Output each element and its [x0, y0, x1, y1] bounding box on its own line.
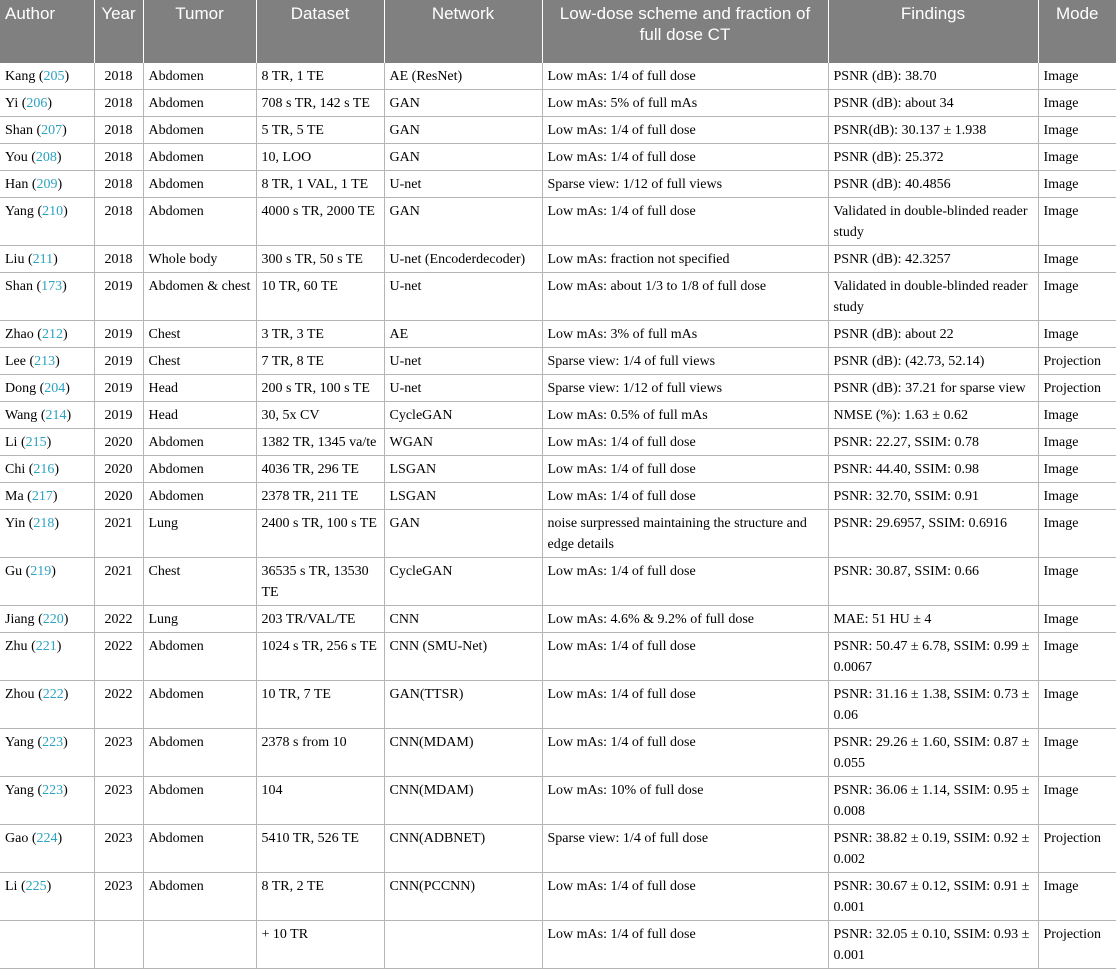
cell-tumor: Abdomen	[143, 171, 256, 198]
cell-author: Zhu (221)	[0, 633, 94, 681]
reference-link[interactable]: 220	[42, 612, 64, 627]
cell-year: 2019	[94, 321, 143, 348]
author-name: Gao	[5, 831, 29, 846]
author-name: Wang	[5, 408, 38, 423]
cell-network: LSGAN	[384, 483, 542, 510]
cell-mode: Image	[1038, 510, 1116, 558]
cell-dataset: 30, 5x CV	[256, 402, 384, 429]
table-row	[0, 321, 1116, 348]
cell-findings: PSNR: 36.06 ± 1.14, SSIM: 0.95 ± 0.008	[828, 777, 1038, 825]
cell-tumor: Chest	[143, 348, 256, 375]
cell-network: CNN(ADBNET)	[384, 825, 542, 873]
author-name: Gu	[5, 564, 23, 579]
table-row	[0, 348, 1116, 375]
cell-tumor: Abdomen	[143, 729, 256, 777]
cell-network: GAN	[384, 510, 542, 558]
cell-network: AE (ResNet)	[384, 63, 542, 90]
cell-scheme: Low mAs: 0.5% of full mAs	[542, 402, 828, 429]
cell-mode: Image	[1038, 273, 1116, 321]
author-name: Shan	[5, 279, 33, 294]
cell-tumor: Abdomen	[143, 873, 256, 921]
author-name: Lee	[5, 354, 26, 369]
cell-year: 2019	[94, 348, 143, 375]
cell-network	[384, 921, 542, 969]
header-findings: Findings	[828, 0, 1038, 63]
cell-year: 2022	[94, 606, 143, 633]
cell-mode: Projection	[1038, 921, 1116, 969]
cell-scheme: Low mAs: 1/4 of full dose	[542, 558, 828, 606]
reference-link[interactable]: 210	[42, 204, 64, 219]
cell-findings: PSNR: 32.05 ± 0.10, SSIM: 0.93 ± 0.001	[828, 921, 1038, 969]
cell-tumor: Abdomen	[143, 90, 256, 117]
reference-link[interactable]: 222	[42, 687, 64, 702]
cell-mode: Image	[1038, 729, 1116, 777]
header-tumor: Tumor	[143, 0, 256, 63]
reference-link[interactable]: 225	[25, 879, 47, 894]
cell-author: Dong (204)	[0, 375, 94, 402]
cell-findings: PSNR (dB): 37.21 for sparse view	[828, 375, 1038, 402]
cell-network: GAN	[384, 117, 542, 144]
cell-author: Wang (214)	[0, 402, 94, 429]
cell-tumor: Head	[143, 402, 256, 429]
cell-network: GAN	[384, 144, 542, 171]
cell-dataset: 4000 s TR, 2000 TE	[256, 198, 384, 246]
cell-year: 2020	[94, 429, 143, 456]
cell-year: 2023	[94, 873, 143, 921]
cell-findings: Validated in double-blinded reader study	[828, 273, 1038, 321]
table-row	[0, 375, 1116, 402]
cell-network: CNN(PCCNN)	[384, 873, 542, 921]
cell-network: LSGAN	[384, 456, 542, 483]
table-row	[0, 456, 1116, 483]
author-name: Chi	[5, 462, 26, 477]
cell-mode: Projection	[1038, 348, 1116, 375]
cell-author: Jiang (220)	[0, 606, 94, 633]
cell-author: Shan (173)	[0, 273, 94, 321]
cell-year: 2019	[94, 402, 143, 429]
cell-year: 2022	[94, 633, 143, 681]
cell-tumor: Abdomen	[143, 633, 256, 681]
cell-year: 2018	[94, 246, 143, 273]
cell-dataset: + 10 TR	[256, 921, 384, 969]
cell-mode: Projection	[1038, 375, 1116, 402]
author-name: Li	[5, 435, 18, 450]
cell-author: Yin (218)	[0, 510, 94, 558]
table-row	[0, 429, 1116, 456]
reference-link[interactable]: 206	[26, 96, 48, 111]
table-row	[0, 873, 1116, 921]
table-row	[0, 558, 1116, 606]
cell-dataset: 4036 TR, 296 TE	[256, 456, 384, 483]
cell-dataset: 8 TR, 1 TE	[256, 63, 384, 90]
cell-dataset: 10 TR, 7 TE	[256, 681, 384, 729]
cell-dataset: 300 s TR, 50 s TE	[256, 246, 384, 273]
cell-year: 2018	[94, 144, 143, 171]
cell-network: U-net (Encoderdecoder)	[384, 246, 542, 273]
table-row	[0, 402, 1116, 429]
cell-year: 2020	[94, 456, 143, 483]
author-name: You	[5, 150, 28, 165]
cell-scheme: Sparse view: 1/12 of full views	[542, 375, 828, 402]
cell-mode: Image	[1038, 63, 1116, 90]
cell-year: 2023	[94, 777, 143, 825]
reference-link[interactable]: 218	[33, 516, 55, 531]
table-row	[0, 273, 1116, 321]
cell-findings: PSNR (dB): about 34	[828, 90, 1038, 117]
cell-year: 2022	[94, 681, 143, 729]
table-row	[0, 510, 1116, 558]
cell-network: CycleGAN	[384, 402, 542, 429]
cell-dataset: 7 TR, 8 TE	[256, 348, 384, 375]
cell-scheme: Low mAs: 1/4 of full dose	[542, 456, 828, 483]
cell-mode: Image	[1038, 606, 1116, 633]
table-row	[0, 606, 1116, 633]
cell-year: 2018	[94, 90, 143, 117]
cell-author: Shan (207)	[0, 117, 94, 144]
reference-link[interactable]: 205	[43, 69, 65, 84]
table-row	[0, 63, 1116, 90]
cell-mode: Image	[1038, 198, 1116, 246]
cell-scheme: Low mAs: 1/4 of full dose	[542, 429, 828, 456]
author-name: Zhao	[5, 327, 34, 342]
author-name: Yang	[5, 783, 34, 798]
cell-tumor: Abdomen	[143, 198, 256, 246]
reference-link[interactable]: 207	[41, 123, 63, 138]
cell-year	[94, 921, 143, 969]
author-name: Yi	[5, 96, 19, 111]
cell-tumor: Head	[143, 375, 256, 402]
cell-findings: PSNR (dB): 42.3257	[828, 246, 1038, 273]
author-name: Yang	[5, 204, 34, 219]
cell-dataset: 10, LOO	[256, 144, 384, 171]
reference-link[interactable]: 217	[31, 489, 53, 504]
cell-scheme: Sparse view: 1/4 of full dose	[542, 825, 828, 873]
cell-mode: Image	[1038, 90, 1116, 117]
table-row	[0, 921, 1116, 969]
cell-findings: PSNR (dB): 25.372	[828, 144, 1038, 171]
cell-network: U-net	[384, 273, 542, 321]
author-name: Liu	[5, 252, 25, 267]
table-header	[0, 0, 1116, 63]
header-author: Author	[0, 0, 94, 63]
cell-author: Gao (224)	[0, 825, 94, 873]
reference-link[interactable]: 212	[41, 327, 63, 342]
cell-network: CNN	[384, 606, 542, 633]
reference-link[interactable]: 213	[34, 354, 56, 369]
cell-mode: Image	[1038, 144, 1116, 171]
cell-mode: Image	[1038, 777, 1116, 825]
cell-network: CNN(MDAM)	[384, 729, 542, 777]
author-name: Jiang	[5, 612, 35, 627]
cell-year: 2018	[94, 171, 143, 198]
reference-link[interactable]: 215	[25, 435, 47, 450]
cell-dataset: 708 s TR, 142 s TE	[256, 90, 384, 117]
header-dataset: Dataset	[256, 0, 384, 63]
header-mode: Mode	[1038, 0, 1116, 63]
cell-mode: Image	[1038, 456, 1116, 483]
cell-tumor: Abdomen	[143, 777, 256, 825]
cell-findings: PSNR (dB): (42.73, 52.14)	[828, 348, 1038, 375]
reference-link[interactable]: 221	[35, 639, 57, 654]
cell-findings: PSNR (dB): about 22	[828, 321, 1038, 348]
cell-findings: Validated in double-blinded reader study	[828, 198, 1038, 246]
cell-dataset: 104	[256, 777, 384, 825]
author-name: Yang	[5, 735, 34, 750]
cell-findings: PSNR: 30.87, SSIM: 0.66	[828, 558, 1038, 606]
cell-findings: PSNR: 30.67 ± 0.12, SSIM: 0.91 ± 0.001	[828, 873, 1038, 921]
cell-dataset: 2378 s from 10	[256, 729, 384, 777]
cell-dataset: 200 s TR, 100 s TE	[256, 375, 384, 402]
cell-year: 2019	[94, 273, 143, 321]
cell-findings: PSNR: 32.70, SSIM: 0.91	[828, 483, 1038, 510]
cell-scheme: Low mAs: about 1/3 to 1/8 of full dose	[542, 273, 828, 321]
header-year: Year	[94, 0, 143, 63]
cell-tumor: Abdomen	[143, 681, 256, 729]
cell-tumor: Lung	[143, 510, 256, 558]
header-scheme: Low-dose scheme and fraction of full dose CT	[542, 0, 828, 63]
cell-dataset: 1382 TR, 1345 va/te	[256, 429, 384, 456]
cell-tumor: Chest	[143, 321, 256, 348]
cell-author: Yang (223)	[0, 777, 94, 825]
cell-year: 2018	[94, 198, 143, 246]
author-name: Ma	[5, 489, 24, 504]
cell-year: 2020	[94, 483, 143, 510]
cell-dataset: 1024 s TR, 256 s TE	[256, 633, 384, 681]
table-row	[0, 681, 1116, 729]
reference-link[interactable]: 211	[32, 252, 54, 267]
cell-tumor: Abdomen	[143, 456, 256, 483]
author-name: Kang	[5, 69, 36, 84]
cell-author: Han (209)	[0, 171, 94, 198]
cell-scheme: Low mAs: 1/4 of full dose	[542, 921, 828, 969]
cell-mode: Projection	[1038, 825, 1116, 873]
cell-tumor: Abdomen	[143, 144, 256, 171]
cell-mode: Image	[1038, 681, 1116, 729]
cell-scheme: Low mAs: 1/4 of full dose	[542, 117, 828, 144]
reference-link[interactable]: 173	[41, 279, 63, 294]
cell-tumor	[143, 921, 256, 969]
author-name: Shan	[5, 123, 33, 138]
cell-author: Liu (211)	[0, 246, 94, 273]
cell-dataset: 5410 TR, 526 TE	[256, 825, 384, 873]
cell-year: 2018	[94, 117, 143, 144]
cell-author: Lee (213)	[0, 348, 94, 375]
cell-mode: Image	[1038, 117, 1116, 144]
cell-scheme: Sparse view: 1/4 of full views	[542, 348, 828, 375]
table-body	[0, 63, 1116, 969]
cell-scheme: Low mAs: 5% of full mAs	[542, 90, 828, 117]
cell-author: Zhao (212)	[0, 321, 94, 348]
cell-year: 2021	[94, 558, 143, 606]
cell-dataset: 5 TR, 5 TE	[256, 117, 384, 144]
author-name: Li	[5, 879, 18, 894]
cell-year: 2023	[94, 729, 143, 777]
cell-findings: PSNR: 38.82 ± 0.19, SSIM: 0.92 ± 0.002	[828, 825, 1038, 873]
cell-findings: PSNR: 29.26 ± 1.60, SSIM: 0.87 ± 0.055	[828, 729, 1038, 777]
cell-findings: PSNR (dB): 38.70	[828, 63, 1038, 90]
cell-author: Yang (210)	[0, 198, 94, 246]
cell-author: Gu (219)	[0, 558, 94, 606]
cell-mode: Image	[1038, 321, 1116, 348]
cell-author: Ma (217)	[0, 483, 94, 510]
cell-scheme: Low mAs: 1/4 of full dose	[542, 63, 828, 90]
cell-author: Kang (205)	[0, 63, 94, 90]
cell-dataset: 2400 s TR, 100 s TE	[256, 510, 384, 558]
reference-link[interactable]: 219	[30, 564, 52, 579]
cell-network: CycleGAN	[384, 558, 542, 606]
cell-tumor: Abdomen	[143, 117, 256, 144]
cell-mode: Image	[1038, 402, 1116, 429]
cell-mode: Image	[1038, 246, 1116, 273]
table-row	[0, 117, 1116, 144]
cell-findings: PSNR(dB): 30.137 ± 1.938	[828, 117, 1038, 144]
reference-link[interactable]: 224	[36, 831, 58, 846]
cell-scheme: Low mAs: 4.6% & 9.2% of full dose	[542, 606, 828, 633]
header-network: Network	[384, 0, 542, 63]
cell-scheme: Low mAs: fraction not specified	[542, 246, 828, 273]
cell-findings: PSNR: 50.47 ± 6.78, SSIM: 0.99 ± 0.0067	[828, 633, 1038, 681]
cell-network: AE	[384, 321, 542, 348]
cell-tumor: Abdomen	[143, 825, 256, 873]
table-row	[0, 777, 1116, 825]
cell-dataset: 2378 TR, 211 TE	[256, 483, 384, 510]
cell-findings: PSNR: 44.40, SSIM: 0.98	[828, 456, 1038, 483]
cell-dataset: 203 TR/VAL/TE	[256, 606, 384, 633]
reference-link[interactable]: 223	[42, 783, 64, 798]
cell-scheme: Low mAs: 1/4 of full dose	[542, 483, 828, 510]
cell-scheme: Low mAs: 1/4 of full dose	[542, 144, 828, 171]
table-row	[0, 90, 1116, 117]
table-row	[0, 633, 1116, 681]
table-row	[0, 483, 1116, 510]
cell-author: Li (215)	[0, 429, 94, 456]
cell-author: Yang (223)	[0, 729, 94, 777]
table-row	[0, 825, 1116, 873]
cell-dataset: 3 TR, 3 TE	[256, 321, 384, 348]
cell-tumor: Abdomen	[143, 63, 256, 90]
cell-tumor: Abdomen & chest	[143, 273, 256, 321]
cell-findings: NMSE (%): 1.63 ± 0.62	[828, 402, 1038, 429]
cell-scheme: Low mAs: 10% of full dose	[542, 777, 828, 825]
author-name: Han	[5, 177, 29, 192]
cell-mode: Image	[1038, 483, 1116, 510]
cell-mode: Image	[1038, 429, 1116, 456]
cell-network: CNN (SMU-Net)	[384, 633, 542, 681]
cell-scheme: Low mAs: 1/4 of full dose	[542, 729, 828, 777]
cell-author: Li (225)	[0, 873, 94, 921]
reference-link[interactable]: 209	[36, 177, 58, 192]
reference-link[interactable]: 223	[42, 735, 64, 750]
cell-dataset: 36535 s TR, 13530 TE	[256, 558, 384, 606]
cell-scheme: Low mAs: 1/4 of full dose	[542, 681, 828, 729]
cell-findings: PSNR: 31.16 ± 1.38, SSIM: 0.73 ± 0.06	[828, 681, 1038, 729]
cell-scheme: Low mAs: 1/4 of full dose	[542, 873, 828, 921]
cell-author: Zhou (222)	[0, 681, 94, 729]
cell-scheme: Sparse view: 1/12 of full views	[542, 171, 828, 198]
table-row	[0, 729, 1116, 777]
cell-findings: PSNR: 22.27, SSIM: 0.78	[828, 429, 1038, 456]
cell-author: Yi (206)	[0, 90, 94, 117]
author-name: Zhou	[5, 687, 35, 702]
cell-network: GAN	[384, 198, 542, 246]
cell-network: U-net	[384, 171, 542, 198]
cell-author: Chi (216)	[0, 456, 94, 483]
cell-network: U-net	[384, 375, 542, 402]
cell-findings: PSNR (dB): 40.4856	[828, 171, 1038, 198]
cell-year: 2018	[94, 63, 143, 90]
cell-mode: Image	[1038, 171, 1116, 198]
author-name: Dong	[5, 381, 37, 396]
cell-year: 2023	[94, 825, 143, 873]
reference-link[interactable]: 214	[45, 408, 67, 423]
cell-dataset: 8 TR, 2 TE	[256, 873, 384, 921]
cell-dataset: 8 TR, 1 VAL, 1 TE	[256, 171, 384, 198]
cell-year: 2019	[94, 375, 143, 402]
header-row	[0, 0, 1116, 63]
reference-link[interactable]: 216	[33, 462, 55, 477]
table-row	[0, 246, 1116, 273]
author-name: Yin	[5, 516, 26, 531]
cell-scheme: noise surpressed maintaining the structure and edge details	[542, 510, 828, 558]
cell-tumor: Chest	[143, 558, 256, 606]
cell-network: CNN(MDAM)	[384, 777, 542, 825]
cell-network: WGAN	[384, 429, 542, 456]
cell-year: 2021	[94, 510, 143, 558]
cell-network: U-net	[384, 348, 542, 375]
cell-author: You (208)	[0, 144, 94, 171]
cell-tumor: Abdomen	[143, 429, 256, 456]
table-row	[0, 198, 1116, 246]
cell-mode: Image	[1038, 633, 1116, 681]
cell-author	[0, 921, 94, 969]
cell-scheme: Low mAs: 3% of full mAs	[542, 321, 828, 348]
cell-findings: MAE: 51 HU ± 4	[828, 606, 1038, 633]
table-row	[0, 144, 1116, 171]
cell-network: GAN	[384, 90, 542, 117]
author-name: Zhu	[5, 639, 28, 654]
cell-network: GAN(TTSR)	[384, 681, 542, 729]
cell-scheme: Low mAs: 1/4 of full dose	[542, 198, 828, 246]
cell-mode: Image	[1038, 558, 1116, 606]
reference-link[interactable]: 204	[44, 381, 66, 396]
cell-mode: Image	[1038, 873, 1116, 921]
table-row	[0, 171, 1116, 198]
cell-tumor: Whole body	[143, 246, 256, 273]
cell-tumor: Lung	[143, 606, 256, 633]
cell-findings: PSNR: 29.6957, SSIM: 0.6916	[828, 510, 1038, 558]
cell-dataset: 10 TR, 60 TE	[256, 273, 384, 321]
cell-scheme: Low mAs: 1/4 of full dose	[542, 633, 828, 681]
reference-link[interactable]: 208	[35, 150, 57, 165]
cell-tumor: Abdomen	[143, 483, 256, 510]
